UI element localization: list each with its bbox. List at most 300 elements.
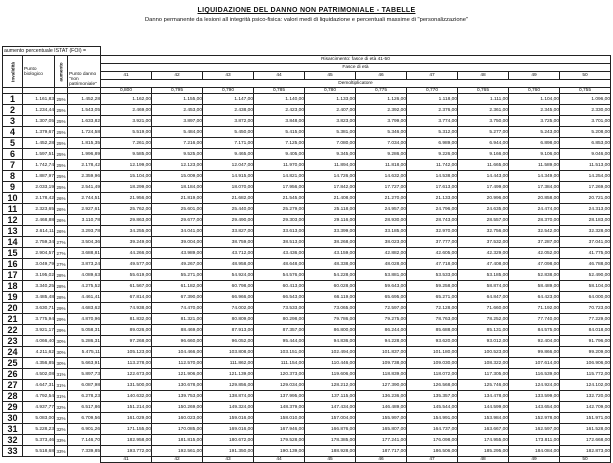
- amount-cell: 39.004,00: [152, 237, 203, 248]
- amount-cell: 103.151,00: [254, 347, 305, 358]
- amount-cell: 20.858,00: [509, 193, 560, 204]
- amount-cell: 1.133,00: [305, 94, 356, 105]
- amount-cell: 113.278,00: [101, 358, 152, 369]
- amount-cell: 17.499,00: [458, 182, 509, 193]
- amount-cell: 96.052,00: [203, 336, 254, 347]
- aumento-value: 29%: [55, 303, 68, 314]
- amount-cell: 14.915,00: [203, 171, 254, 182]
- punto-biologico-value: 3.921,17: [23, 325, 55, 336]
- amount-cell: 14.821,00: [254, 171, 305, 182]
- amount-cell: 7.171,00: [203, 138, 254, 149]
- amount-cell: 77.229,00: [560, 314, 611, 325]
- amount-cell: 21.682,00: [203, 193, 254, 204]
- amount-cell: 32.542,00: [509, 226, 560, 237]
- amount-cell: 6.898,00: [509, 138, 560, 149]
- punto-biologico-value: 1.742,74: [23, 160, 55, 171]
- amount-cell: 86.244,00: [356, 325, 407, 336]
- invalidita-value: 2: [3, 105, 23, 116]
- invalidita-value: 21: [3, 314, 23, 325]
- amount-cell: 186.506,00: [407, 446, 458, 457]
- amount-cell: 11.589,00: [509, 160, 560, 171]
- amount-cell: 77.740,00: [509, 314, 560, 325]
- amount-cell: 109.738,00: [356, 358, 407, 369]
- blank-cell: [23, 457, 55, 463]
- amount-cell: 3.921,00: [101, 116, 152, 127]
- amount-cell: 12.047,00: [203, 160, 254, 171]
- amount-cell: 86.800,00: [305, 325, 356, 336]
- table-row: [3, 380, 611, 391]
- amount-cell: 79.275,00: [356, 314, 407, 325]
- aumento-value: 31%: [55, 380, 68, 391]
- amount-cell: 154.991,00: [407, 413, 458, 424]
- amount-cell: 43.989,00: [152, 248, 203, 259]
- amount-cell: 53.881,00: [356, 270, 407, 281]
- amount-cell: 9.226,00: [407, 149, 458, 160]
- demult-value: 0,755: [560, 88, 611, 94]
- risarcimento-row: [3, 56, 611, 64]
- amount-cell: 96.660,00: [152, 336, 203, 347]
- punto-biologico-value: 2.759,34: [23, 237, 55, 248]
- amount-cell: 14.254,00: [560, 171, 611, 182]
- punto-biologico-value: 4.937,77: [23, 402, 55, 413]
- punto-biologico-value: 3.630,71: [23, 303, 55, 314]
- amount-cell: 173.811,00: [509, 435, 560, 446]
- amount-cell: 99.866,00: [509, 347, 560, 358]
- amount-cell: 25.279,00: [254, 204, 305, 215]
- table-row: [3, 270, 611, 281]
- amount-cell: 172.668,00: [560, 435, 611, 446]
- amount-cell: 25.762,00: [101, 204, 152, 215]
- amount-cell: 1.111,00: [458, 94, 509, 105]
- amount-cell: 58.874,00: [458, 281, 509, 292]
- amount-cell: 139.753,00: [152, 391, 203, 402]
- punto-biologico-value: 4.792,54: [23, 391, 55, 402]
- amount-cell: 1.140,00: [254, 94, 305, 105]
- amount-cell: 3.872,00: [203, 116, 254, 127]
- footer-age: 44: [254, 457, 305, 463]
- aumento-value: 27%: [55, 259, 68, 270]
- table-row: [3, 182, 611, 193]
- footer-age: 47: [407, 457, 458, 463]
- invalidita-value: 6: [3, 149, 23, 160]
- amount-cell: 18.184,00: [152, 182, 203, 193]
- amount-cell: 132.720,00: [560, 391, 611, 402]
- footer-ages-row: [3, 457, 611, 463]
- aumento-value: 33%: [55, 435, 68, 446]
- aumento-value: 25%: [55, 116, 68, 127]
- punto-biologico-value: 1.452,28: [23, 138, 55, 149]
- amount-cell: 101.180,00: [407, 347, 458, 358]
- amount-cell: 118.839,00: [356, 369, 407, 380]
- amount-cell: 55.271,00: [152, 270, 203, 281]
- amount-cell: 9.286,00: [356, 149, 407, 160]
- amount-cell: 24.796,00: [407, 204, 458, 215]
- amount-cell: 99.209,00: [560, 347, 611, 358]
- amount-cell: 33.827,00: [203, 226, 254, 237]
- amount-cell: 67.814,00: [101, 292, 152, 303]
- punto-danno-value: 4.870,96: [68, 314, 101, 325]
- amount-cell: 105.123,00: [101, 347, 152, 358]
- table-row: [3, 149, 611, 160]
- amount-cell: 32.970,00: [407, 226, 458, 237]
- amount-cell: 64.847,00: [458, 292, 509, 303]
- punto-biologico-value: 3.340,25: [23, 281, 55, 292]
- amount-cell: 73.533,00: [254, 303, 305, 314]
- invalidita-value: 26: [3, 369, 23, 380]
- punto-danno-value: 6.517,86: [68, 402, 101, 413]
- amount-cell: 21.545,00: [254, 193, 305, 204]
- invalidita-value: 13: [3, 226, 23, 237]
- aumento-value: 25%: [55, 94, 68, 105]
- amount-cell: 58.489,00: [509, 281, 560, 292]
- amount-cell: 124.924,00: [509, 380, 560, 391]
- amount-cell: 143.654,00: [509, 402, 560, 413]
- table-row: [3, 292, 611, 303]
- istat-label: aumento percentuale ISTAT (FOI) =: [3, 47, 101, 56]
- invalidita-value: 27: [3, 380, 23, 391]
- amount-cell: 192.561,00: [152, 446, 203, 457]
- amount-cell: 21.133,00: [407, 193, 458, 204]
- amount-cell: 2.392,00: [356, 105, 407, 116]
- amount-cell: 28.183,00: [560, 215, 611, 226]
- demult-value: 0,770: [407, 88, 458, 94]
- aumento-value: 25%: [55, 182, 68, 193]
- amount-cell: 11.742,00: [407, 160, 458, 171]
- footer-age: 46: [356, 457, 407, 463]
- invalidita-value: 20: [3, 303, 23, 314]
- punto-biologico-value: 4.356,85: [23, 358, 55, 369]
- amount-cell: 142.709,00: [560, 402, 611, 413]
- amount-cell: 3.750,00: [458, 116, 509, 127]
- table-row: [3, 204, 611, 215]
- age-header: 45: [305, 72, 356, 80]
- amount-cell: 11.665,00: [458, 160, 509, 171]
- aumento-label: aumento: [58, 61, 64, 82]
- aumento-value: 26%: [55, 204, 68, 215]
- age-header: 49: [509, 72, 560, 80]
- amount-cell: 72.128,00: [407, 303, 458, 314]
- amount-cell: 109.030,00: [407, 358, 458, 369]
- amount-cell: 84.018,00: [560, 325, 611, 336]
- amount-cell: 1.126,00: [356, 94, 407, 105]
- aumento-value: 28%: [55, 270, 68, 281]
- invalidita-value: 10: [3, 193, 23, 204]
- invalidita-value: 3: [3, 116, 23, 127]
- amount-cell: 94.228,00: [356, 336, 407, 347]
- punto-biologico-value: 1.161,83: [23, 94, 55, 105]
- amount-cell: 111.154,00: [254, 358, 305, 369]
- amount-cell: 138.874,00: [203, 391, 254, 402]
- table-row: [3, 424, 611, 435]
- amount-cell: 60.798,00: [203, 281, 254, 292]
- aumento-value: 29%: [55, 314, 68, 325]
- amount-cell: 5.519,00: [101, 127, 152, 138]
- amount-cell: 14.443,00: [458, 171, 509, 182]
- amount-cell: 191.350,00: [203, 446, 254, 457]
- amount-cell: 112.570,00: [152, 358, 203, 369]
- punto-biologico-value: 1.597,51: [23, 149, 55, 160]
- amount-cell: 33.613,00: [254, 226, 305, 237]
- amount-cell: 121.139,00: [203, 369, 254, 380]
- amount-cell: 147.434,00: [305, 402, 356, 413]
- punto-biologico-value: 4.066,40: [23, 336, 55, 347]
- punto-danno-value: 2.744,51: [68, 193, 101, 204]
- amount-cell: 25.440,00: [203, 204, 254, 215]
- aumento-value: 25%: [55, 138, 68, 149]
- amount-cell: 6.853,00: [560, 138, 611, 149]
- punto-biologico-value: 3.775,94: [23, 314, 55, 325]
- amount-cell: 53.185,00: [458, 270, 509, 281]
- amount-cell: 54.924,00: [203, 270, 254, 281]
- age-header: 48: [458, 72, 509, 80]
- punto-danno-header: [68, 56, 101, 88]
- amount-cell: 102.494,00: [305, 347, 356, 358]
- amount-cell: 119.606,00: [305, 369, 356, 380]
- invalidita-value: 5: [3, 138, 23, 149]
- amount-cell: 37.287,00: [509, 237, 560, 248]
- amount-cell: 85.131,00: [458, 325, 509, 336]
- amount-cell: 17.269,00: [560, 182, 611, 193]
- punto-danno-value: 2.927,61: [68, 204, 101, 215]
- amount-cell: 2.330,00: [560, 105, 611, 116]
- amount-cell: 137.115,00: [305, 391, 356, 402]
- table-row: [3, 435, 611, 446]
- invalidita-header: [3, 56, 23, 88]
- amount-cell: 171.155,00: [101, 424, 152, 435]
- amount-cell: 94.836,00: [305, 336, 356, 347]
- amount-cell: 81.321,00: [152, 314, 203, 325]
- amount-cell: 28.370,00: [509, 215, 560, 226]
- amount-cell: 43.159,00: [305, 248, 356, 259]
- punto-biologico-value: 4.647,31: [23, 380, 55, 391]
- punto-danno-value: 2.178,42: [68, 160, 101, 171]
- aumento-value: 30%: [55, 347, 68, 358]
- amount-cell: 9.405,00: [254, 149, 305, 160]
- amount-cell: 65.271,00: [407, 292, 458, 303]
- amount-cell: 29.303,00: [254, 215, 305, 226]
- amount-cell: 164.737,00: [407, 424, 458, 435]
- table-row: [3, 237, 611, 248]
- punto-biologico-value: 2.323,65: [23, 204, 55, 215]
- punto-biologico-value: 2.904,57: [23, 248, 55, 259]
- amount-cell: 118.072,00: [407, 369, 458, 380]
- amount-cell: 48.648,00: [254, 259, 305, 270]
- amount-cell: 6.944,00: [458, 138, 509, 149]
- amount-cell: 3.848,00: [254, 116, 305, 127]
- amount-cell: 97.268,00: [101, 336, 152, 347]
- age-header: 46: [356, 72, 407, 80]
- amount-cell: 158.010,00: [254, 413, 305, 424]
- aumento-value: 27%: [55, 237, 68, 248]
- amount-cell: 25.118,00: [305, 204, 356, 215]
- amount-cell: 11.894,00: [305, 160, 356, 171]
- punto-danno-value: 2.359,96: [68, 171, 101, 182]
- amount-cell: 9.166,00: [458, 149, 509, 160]
- punto-biologico-header: [23, 56, 55, 88]
- amount-cell: 38.759,00: [203, 237, 254, 248]
- table-row: [3, 402, 611, 413]
- punto-biologico-value: 1.379,67: [23, 127, 55, 138]
- amount-cell: 42.329,00: [458, 248, 509, 259]
- amount-cell: 42.052,00: [509, 248, 560, 259]
- amount-cell: 29.116,00: [305, 215, 356, 226]
- amount-cell: 5.450,00: [203, 127, 254, 138]
- punto-danno-value: 5.286,31: [68, 336, 101, 347]
- amount-cell: 21.408,00: [305, 193, 356, 204]
- amount-cell: 80.809,00: [203, 314, 254, 325]
- amount-cell: 24.635,00: [458, 204, 509, 215]
- punto-danno-value: 3.504,36: [68, 237, 101, 248]
- amount-cell: 39.249,00: [101, 237, 152, 248]
- amount-cell: 60.413,00: [254, 281, 305, 292]
- amount-cell: 131.500,00: [101, 380, 152, 391]
- amount-cell: 17.727,00: [356, 182, 407, 193]
- invalidita-value: 32: [3, 435, 23, 446]
- amount-cell: 33.399,00: [305, 226, 356, 237]
- amount-cell: 128.212,00: [305, 380, 356, 391]
- amount-cell: 53.533,00: [407, 270, 458, 281]
- amount-cell: 24.474,00: [509, 204, 560, 215]
- amount-cell: 14.538,00: [407, 171, 458, 182]
- amount-cell: 66.119,00: [305, 292, 356, 303]
- amount-cell: 7.261,00: [101, 138, 152, 149]
- punto-danno-value: 3.688,81: [68, 248, 101, 259]
- invalidita-label: Invalidità: [10, 61, 15, 82]
- aumento-value: 31%: [55, 369, 68, 380]
- amount-cell: 9.345,00: [305, 149, 356, 160]
- amount-cell: 120.373,00: [254, 369, 305, 380]
- amount-cell: 1.104,00: [509, 94, 560, 105]
- table-row: [3, 127, 611, 138]
- punto-biologico-value: 3.485,48: [23, 292, 55, 303]
- table-row: [3, 160, 611, 171]
- aumento-value: 28%: [55, 281, 68, 292]
- amount-cell: 15.104,00: [101, 171, 152, 182]
- document-subtitle: Danno permanente da lesioni all integrità psico-fisica: valori medi di liquidazione e percentuali massime di "personalizzazione": [144, 17, 469, 23]
- table-row: [3, 391, 611, 402]
- amount-cell: 2.361,00: [458, 105, 509, 116]
- punto-danno-value: 3.110,78: [68, 215, 101, 226]
- punto-danno-value: 5.897,73: [68, 369, 101, 380]
- amount-cell: 61.182,00: [152, 281, 203, 292]
- blank-cell: [55, 457, 68, 463]
- aumento-value: 30%: [55, 336, 68, 347]
- amount-cell: 28.743,00: [407, 215, 458, 226]
- amount-cell: 34.041,00: [152, 226, 203, 237]
- punto-danno-value: 5.475,11: [68, 347, 101, 358]
- age-header: 50: [560, 72, 611, 80]
- amount-cell: 166.876,00: [305, 424, 356, 435]
- aumento-value: 33%: [55, 446, 68, 457]
- invalidita-value: 25: [3, 358, 23, 369]
- amount-cell: 140.632,00: [101, 391, 152, 402]
- punto-danno-value: 6.278,23: [68, 391, 101, 402]
- table-row: [3, 347, 611, 358]
- amount-cell: 11.970,00: [254, 160, 305, 171]
- punto-danno-value: 4.683,62: [68, 303, 101, 314]
- amount-cell: 17.842,00: [305, 182, 356, 193]
- amount-cell: 151.971,00: [560, 413, 611, 424]
- punto-danno-value: 6.709,56: [68, 413, 101, 424]
- amount-cell: 7.216,00: [152, 138, 203, 149]
- punto-danno-value: 1.452,28: [68, 94, 101, 105]
- amount-cell: 134.478,00: [458, 391, 509, 402]
- amount-cell: 135.357,00: [407, 391, 458, 402]
- amount-cell: 1.155,00: [152, 94, 203, 105]
- amount-cell: 181.815,00: [152, 435, 203, 446]
- invalidita-value: 16: [3, 259, 23, 270]
- punto-biologico-value: 4.502,08: [23, 369, 55, 380]
- amount-cell: 58.104,00: [560, 281, 611, 292]
- amount-cell: 28.930,00: [356, 215, 407, 226]
- amount-cell: 176.098,00: [407, 435, 458, 446]
- amount-cell: 3.725,00: [509, 116, 560, 127]
- amount-cell: 167.946,00: [254, 424, 305, 435]
- amount-cell: 42.882,00: [356, 248, 407, 259]
- invalidita-value: 14: [3, 237, 23, 248]
- aumento-value: 26%: [55, 215, 68, 226]
- amount-cell: 37.777,00: [407, 237, 458, 248]
- amount-cell: 126.568,00: [407, 380, 458, 391]
- amount-cell: 25.601,00: [152, 204, 203, 215]
- table-row: [3, 314, 611, 325]
- amount-cell: 72.597,00: [356, 303, 407, 314]
- amount-cell: 87.357,00: [254, 325, 305, 336]
- punto-danno-value: 6.087,98: [68, 380, 101, 391]
- punto-danno-value: 4.461,41: [68, 292, 101, 303]
- table-row: [3, 369, 611, 380]
- amount-cell: 149.324,00: [203, 402, 254, 413]
- invalidita-value: 12: [3, 215, 23, 226]
- punto-danno-value: 3.873,24: [68, 259, 101, 270]
- amount-cell: 137.995,00: [254, 391, 305, 402]
- demult-value: 0,785: [254, 88, 305, 94]
- amount-cell: 79.786,00: [305, 314, 356, 325]
- amount-cell: 92.404,00: [509, 336, 560, 347]
- amount-cell: 9.465,00: [203, 149, 254, 160]
- invalidita-value: 31: [3, 424, 23, 435]
- amount-cell: 49.267,00: [152, 259, 203, 270]
- document-title: LIQUIDAZIONE DEL DANNO NON PATRIMONIALE - TABELLE: [197, 7, 416, 14]
- amount-cell: 117.305,00: [458, 369, 509, 380]
- amount-cell: 182.873,00: [560, 446, 611, 457]
- amount-cell: 108.322,00: [458, 358, 509, 369]
- punto-biologico-value: 1.307,05: [23, 116, 55, 127]
- aumento-header: [55, 56, 68, 88]
- amount-cell: 47.718,00: [407, 259, 458, 270]
- amount-cell: 14.632,00: [356, 171, 407, 182]
- punto-biologico-value: 1.887,97: [23, 171, 55, 182]
- amount-cell: 165.807,00: [356, 424, 407, 435]
- amount-cell: 9.585,00: [101, 149, 152, 160]
- amount-cell: 144.599,00: [458, 402, 509, 413]
- punto-biologico-label: Punto biologico: [24, 66, 43, 77]
- amount-cell: 162.597,00: [509, 424, 560, 435]
- punto-danno-value: 5.663,91: [68, 358, 101, 369]
- amount-cell: 150.269,00: [152, 402, 203, 413]
- table-row: [3, 116, 611, 127]
- amount-cell: 24.957,00: [356, 204, 407, 215]
- aumento-value: 29%: [55, 325, 68, 336]
- amount-cell: 24.313,00: [560, 204, 611, 215]
- amount-cell: 2.438,00: [203, 105, 254, 116]
- footer-age: 48: [458, 457, 509, 463]
- invalidita-value: 11: [3, 204, 23, 215]
- amount-cell: 160.023,00: [152, 413, 203, 424]
- amount-cell: 2.453,00: [152, 105, 203, 116]
- amount-cell: 48.338,00: [305, 259, 356, 270]
- demult-value: 0,795: [152, 88, 203, 94]
